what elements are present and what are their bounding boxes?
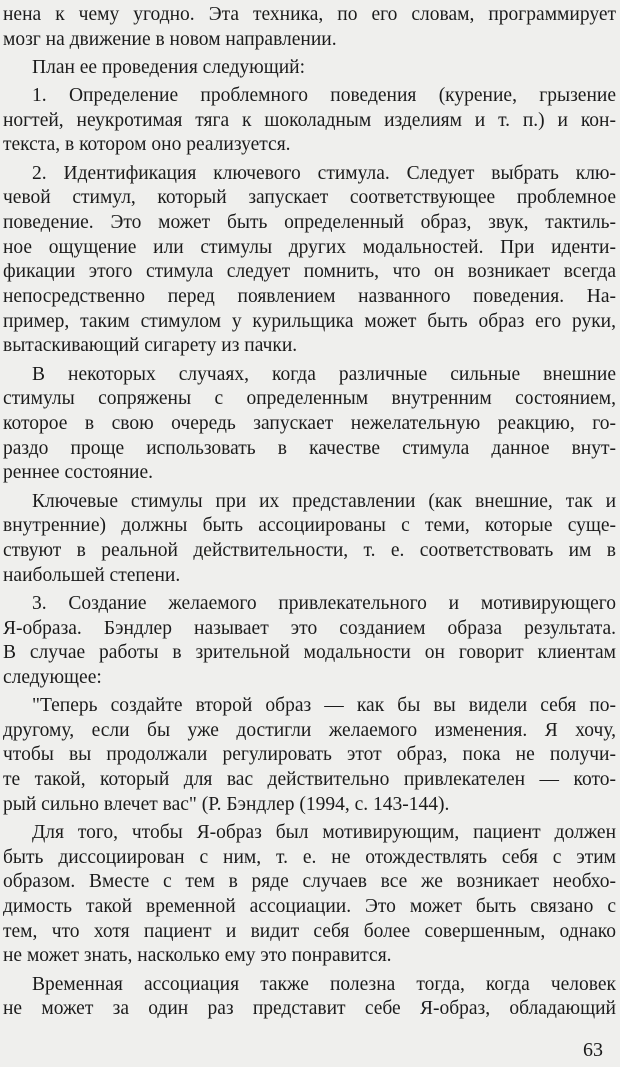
page-number: 63 (583, 1039, 603, 1061)
text-line: те такой, который для вас действительно привлекателен — кото- (3, 769, 616, 791)
paragraph (3, 56, 616, 81)
text-line: следующее: (3, 666, 102, 688)
text-line: которое в свою очередь запускает нежелательную реакцию, го- (3, 413, 616, 434)
text-line: В некоторых случаях, когда различные сильные внешние (32, 363, 616, 385)
text-line: 2. Идентификация ключевого стимула. Следует выбрать клю- (32, 162, 616, 184)
paragraph (3, 3, 616, 52)
text-line: Для того, чтобы Я-образ был мотивирующим, пациент должен (32, 822, 616, 843)
text-line: План ее проведения следующий: (32, 56, 306, 78)
text-line: ногтей, неукротимая тяга к шоколадным изделиям и т. п.) и кон- (3, 109, 616, 131)
text-line: нена к чему угодно. Эта техника, по его словам, программирует (3, 4, 616, 25)
text-line: 3. Создание желаемого привлекательного и мотивирующего (32, 592, 616, 614)
text-line: Я-образа. Бэндлер называет это созданием образа результата. (3, 617, 616, 639)
text-line: мозг на движение в новом направлении. (3, 28, 337, 50)
text-line: тем, что хотя пациент и видит себя более совершенным, однако (3, 920, 616, 942)
paragraph (3, 162, 616, 360)
text-line: образом. Вместе с тем в ряде случаев все же возникает необхо- (3, 871, 616, 893)
paragraph (3, 973, 616, 1022)
text-line: не может за один раз представит себе Я-образ, обладающий (3, 998, 616, 1020)
paragraph (3, 363, 616, 486)
text-line: чевой стимул, который запускает соответствующее проблемное (3, 187, 616, 209)
text-line: фикации этого стимула следует помнить, что он возникает всегда (3, 261, 616, 283)
text-line: рый сильно влечет вас" (Р. Бэндлер (1994, с. 143-144). (3, 793, 450, 815)
text-line: 1. Определение проблемного поведения (курение, грызение (32, 85, 616, 107)
text-line: стимулы сопряжены с определенным внутренним состоянием, (3, 388, 616, 410)
text-line: непосредственно перед появлением названного поведения. На- (3, 286, 616, 308)
text-line: Ключевые стимулы при их представлении (как внешние, так и (32, 490, 616, 512)
text-line: текста, в котором оно реализуется. (3, 134, 291, 156)
text-line: раздо проще использовать в качестве стимула данное внут- (3, 437, 616, 459)
paragraph (3, 592, 616, 691)
paragraph (3, 490, 616, 589)
page-text (3, 3, 616, 1022)
text-line: другому, если бы уже достигли желаемого изменения. Я хочу, (3, 719, 616, 741)
text-line: вытаскивающий сигарету из пачки. (3, 335, 298, 357)
text-line: ствуют в реальной действительности, т. е. соответствовать им в (3, 539, 616, 561)
text-line: реннее состояние. (3, 462, 154, 484)
text-line: внутренние) должны быть ассоциированы с теми, которые суще- (3, 515, 616, 537)
text-line: димость такой временной ассоциации. Это может быть связано с (3, 896, 616, 918)
text-line: В случае работы в зрительной модальности он говорит клиентам (3, 642, 616, 664)
text-line: "Теперь создайте второй образ — как бы вы видели себя по- (32, 695, 616, 717)
text-line: Временная ассоциация также полезна тогда, когда человек (32, 973, 616, 995)
text-line: чтобы вы продолжали регулировать этот образ, пока не получи- (3, 744, 616, 766)
text-line: пример, таким стимулом у курильщика может быть образ его руки, (3, 310, 616, 332)
text-line: поведение. Это может быть определенный образ, звук, тактиль- (3, 212, 616, 233)
text-line: ное ощущение или стимулы других модальностей. При иденти- (3, 236, 616, 258)
paragraph (3, 821, 616, 969)
paragraph (3, 84, 616, 158)
text-line: наибольшей степени. (3, 564, 181, 586)
text-line: быть диссоциирован с ним, т. е. не отождествлять себя с этим (3, 846, 616, 868)
text-line: не может знать, насколько ему это понравится. (3, 945, 392, 967)
paragraph (3, 694, 616, 817)
